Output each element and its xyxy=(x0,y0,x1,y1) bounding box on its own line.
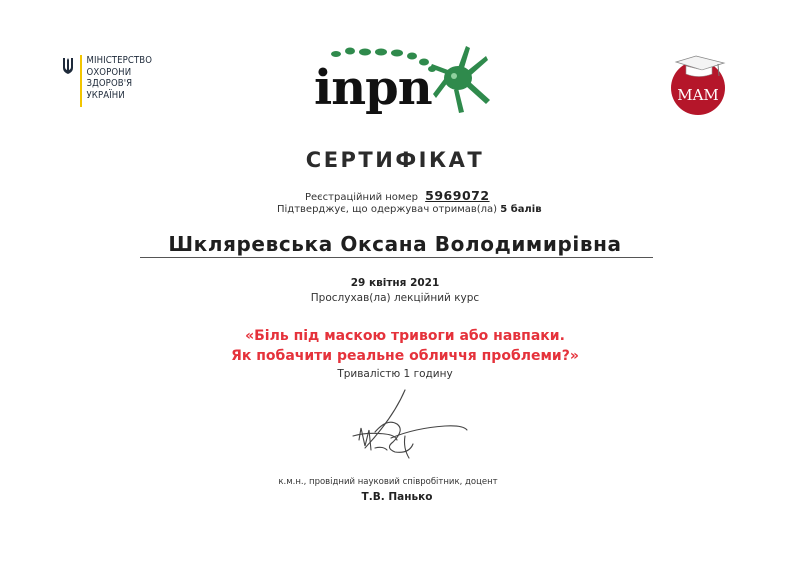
signature-image xyxy=(335,388,475,468)
course-topic xyxy=(0,326,800,366)
points-value: 5 балів xyxy=(500,204,542,215)
registration-number: 5969072 xyxy=(425,188,490,203)
ministry-line: ОХОРОНИ xyxy=(86,66,132,78)
mam-text: MAM xyxy=(677,86,719,104)
course-label: Прослухав(ла) лекційний курс xyxy=(310,292,480,304)
ministry-line: ЗДОРОВ'Я xyxy=(86,78,133,89)
recipient-name: Шкляревська Оксана Володимирівна xyxy=(168,232,622,256)
registration-label: Реєстраційний номер xyxy=(305,192,418,203)
registration-row xyxy=(305,188,490,203)
ministry-line: МІНІСТЕРСТВО xyxy=(86,55,153,66)
logo-text: inpn xyxy=(314,60,432,116)
confirmation-text: Підтверджує, що одержувач отримав(ла) xyxy=(277,204,498,215)
ministry-logo xyxy=(62,55,152,107)
trident-icon xyxy=(62,57,74,75)
certificate-title: СЕРТИФІКАТ xyxy=(305,148,485,172)
topic-line-2: Як побачити реальне обличчя проблеми?» xyxy=(231,348,579,364)
confirmation-row xyxy=(277,204,542,215)
mam-logo xyxy=(666,48,736,118)
certificate-date: 29 квітня 2021 xyxy=(350,277,440,289)
ministry-line: УКРАЇНИ xyxy=(86,89,125,101)
signer-name: Т.В. Панько xyxy=(361,491,433,503)
ministry-divider xyxy=(80,55,82,107)
inpn-logo xyxy=(308,38,498,118)
name-underline xyxy=(140,257,653,258)
neuron-icon xyxy=(430,46,490,113)
course-duration: Тривалістю 1 годину xyxy=(337,368,453,380)
signer-position: к.м.н., провідний науковий співробітник, доцент xyxy=(278,477,498,487)
topic-line-1: «Біль під маскою тривоги або навпаки. xyxy=(245,328,565,344)
ministry-name xyxy=(87,55,153,101)
